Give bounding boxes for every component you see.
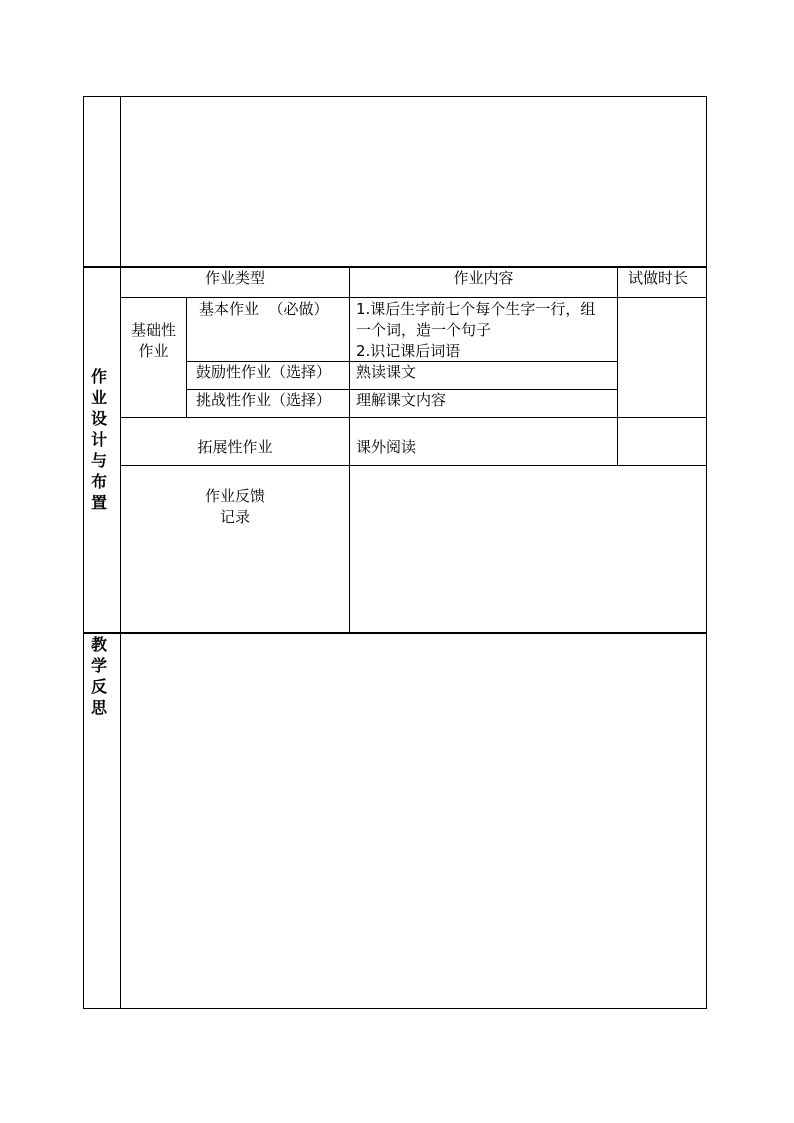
- header-homework-content: 作业内容: [453, 269, 514, 287]
- reflection-section-label: 教 学 反 思: [90, 635, 107, 717]
- table-col-divider-content-time: [617, 267, 618, 466]
- header-trial-time: 试做时长: [627, 269, 688, 287]
- homework-section-label: 作 业 设 计 与 布 置: [90, 367, 107, 512]
- row-basic-required-type: 基本作业 （必做）: [199, 300, 329, 318]
- feedback-record-label: 作业反馈 记录: [204, 487, 265, 526]
- header-homework-type: 作业类型: [204, 269, 265, 287]
- frame-left-border: [83, 96, 84, 1009]
- row-encouraged-type: 鼓励性作业（选择）: [196, 363, 332, 381]
- row-challenge-type: 挑战性作业（选择）: [196, 391, 332, 409]
- row-encouraged-content: 熟读课文: [356, 363, 417, 381]
- basic-homework-group-label: 基础性 作业: [130, 321, 176, 360]
- table-col-divider-type-content: [349, 267, 350, 633]
- table-row-line-extended-bottom: [120, 465, 707, 466]
- section-divider-reflection: [83, 632, 707, 634]
- row-basic-required-content: 1.课后生字前七个每个生字一行，组 一个词，造一个句子 2.识记课后词语: [356, 300, 596, 360]
- row-challenge-content: 理解课文内容: [356, 391, 447, 409]
- label-column-divider: [120, 96, 121, 1009]
- frame-bottom-border: [83, 1008, 707, 1009]
- frame-top-border: [83, 96, 707, 97]
- row-extended-type: 拓展性作业: [197, 438, 273, 456]
- table-col-divider-group: [186, 297, 187, 418]
- frame-right-border: [706, 96, 707, 1009]
- row-extended-content: 课外阅读: [356, 438, 417, 456]
- table-header-bottom-line: [120, 297, 707, 298]
- table-row-line-basic-bottom: [120, 417, 707, 418]
